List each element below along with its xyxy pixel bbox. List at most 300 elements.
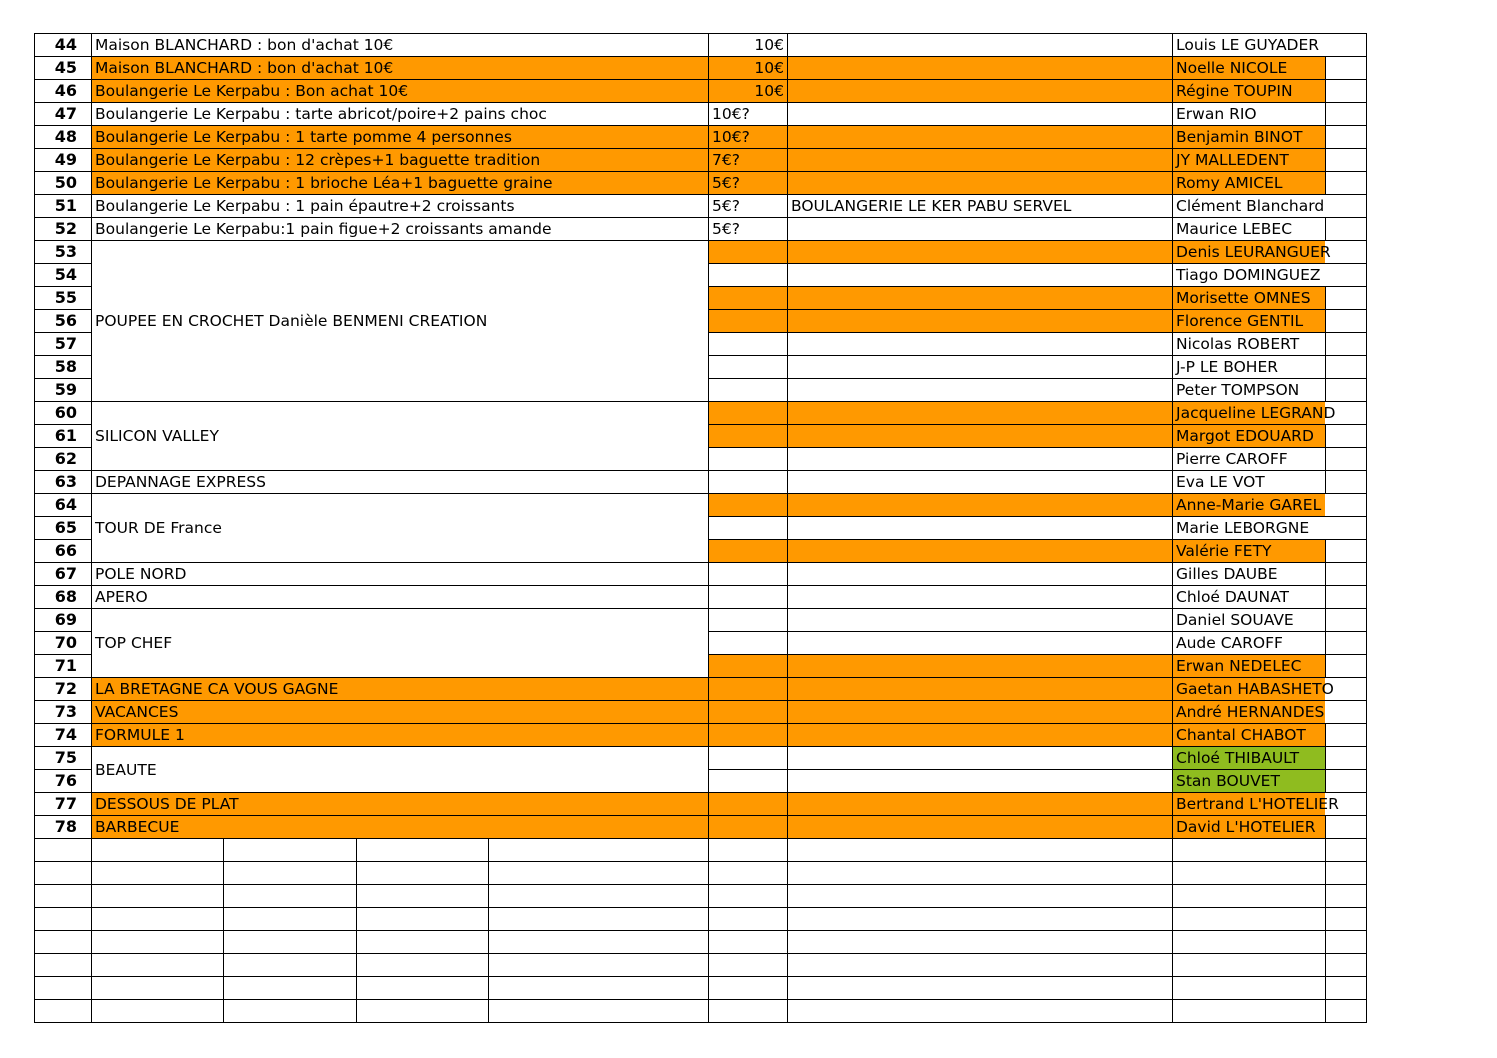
price-cell[interactable] — [708, 723, 788, 747]
cell-text: Eva LE VOT — [1176, 473, 1265, 491]
winner-name-cell[interactable] — [1172, 516, 1367, 540]
cell-text: DESSOUS DE PLAT — [95, 795, 239, 813]
merged-lot-cell[interactable] — [91, 240, 709, 402]
empty-cell[interactable] — [223, 930, 357, 954]
cell-text: 50 — [54, 173, 77, 192]
empty-cell[interactable] — [1325, 861, 1367, 885]
donor-cell[interactable] — [787, 194, 1173, 218]
cell-text: VACANCES — [95, 703, 179, 721]
price-cell[interactable] — [708, 700, 788, 724]
donor-cell[interactable] — [787, 401, 1173, 425]
empty-cell[interactable] — [34, 953, 92, 977]
empty-cell[interactable] — [488, 930, 709, 954]
donor-cell[interactable] — [787, 102, 1173, 126]
cell-text: 10€ — [754, 59, 784, 77]
price-cell[interactable] — [708, 263, 788, 287]
empty-cell[interactable] — [356, 999, 489, 1023]
extra-cell[interactable] — [1325, 171, 1367, 195]
lot-number-cell[interactable] — [34, 562, 92, 586]
lot-number-cell[interactable] — [34, 608, 92, 632]
empty-cell[interactable] — [356, 838, 489, 862]
extra-cell[interactable] — [1325, 631, 1367, 655]
extra-cell[interactable] — [1325, 654, 1367, 678]
lot-number-cell[interactable] — [34, 493, 92, 517]
empty-cell[interactable] — [1172, 930, 1326, 954]
cell-text: DEPANNAGE EXPRESS — [95, 473, 266, 491]
cell-text: Régine TOUPIN — [1176, 82, 1293, 100]
price-cell[interactable] — [708, 608, 788, 632]
empty-cell[interactable] — [34, 884, 92, 908]
lot-number-cell[interactable] — [34, 33, 92, 57]
lot-number-cell[interactable] — [34, 102, 92, 126]
cell-text: SILICON VALLEY — [95, 427, 219, 445]
empty-cell[interactable] — [223, 976, 357, 1000]
cell-text: Chantal CHABOT — [1176, 726, 1306, 744]
empty-cell[interactable] — [356, 976, 489, 1000]
winner-name-cell[interactable] — [1172, 700, 1367, 724]
cell-text: Boulangerie Le Kerpabu : tarte abricot/poire+2 pains choc — [95, 105, 547, 123]
winner-name-cell[interactable] — [1172, 769, 1326, 793]
price-cell[interactable] — [708, 746, 788, 770]
empty-cell[interactable] — [787, 907, 1173, 931]
price-cell[interactable] — [708, 470, 788, 494]
lot-number-cell[interactable] — [34, 194, 92, 218]
empty-cell[interactable] — [1172, 907, 1326, 931]
price-cell[interactable] — [708, 309, 788, 333]
empty-cell[interactable] — [34, 838, 92, 862]
cell-text: 74 — [54, 725, 77, 744]
cell-text: 45 — [54, 58, 77, 77]
extra-cell[interactable] — [1325, 125, 1367, 149]
donor-cell[interactable] — [787, 585, 1173, 609]
lot-number-cell[interactable] — [34, 470, 92, 494]
lot-description-cell[interactable] — [91, 815, 709, 839]
empty-cell[interactable] — [34, 930, 92, 954]
extra-cell[interactable] — [1325, 102, 1367, 126]
extra-cell[interactable] — [1325, 286, 1367, 310]
winner-name-cell[interactable] — [1172, 723, 1326, 747]
price-cell[interactable] — [708, 401, 788, 425]
winner-name-cell[interactable] — [1172, 746, 1326, 770]
lot-description-cell[interactable] — [91, 33, 709, 57]
empty-cell[interactable] — [1325, 999, 1367, 1023]
cell-text: BOULANGERIE LE KER PABU SERVEL — [791, 197, 1072, 215]
lot-description-cell[interactable] — [91, 217, 709, 241]
extra-cell[interactable] — [1325, 769, 1367, 793]
merged-lot-cell[interactable] — [91, 746, 709, 793]
price-cell[interactable] — [708, 769, 788, 793]
empty-cell[interactable] — [356, 930, 489, 954]
lot-number-cell[interactable] — [34, 424, 92, 448]
cell-text: Gilles DAUBE — [1176, 565, 1278, 583]
cell-text: 54 — [54, 265, 77, 284]
empty-cell[interactable] — [1325, 907, 1367, 931]
extra-cell[interactable] — [1325, 355, 1367, 379]
lot-number-cell[interactable] — [34, 723, 92, 747]
winner-name-cell[interactable] — [1172, 240, 1367, 264]
cell-text: Peter TOMPSON — [1176, 381, 1300, 399]
donor-cell[interactable] — [787, 217, 1173, 241]
price-cell[interactable] — [708, 355, 788, 379]
donor-cell[interactable] — [787, 148, 1173, 172]
donor-cell[interactable] — [787, 470, 1173, 494]
winner-name-cell[interactable] — [1172, 171, 1326, 195]
price-cell[interactable] — [708, 378, 788, 402]
price-cell[interactable] — [708, 631, 788, 655]
cell-text: Boulangerie Le Kerpabu : 1 tarte pomme 4 personnes — [95, 128, 512, 146]
winner-name-cell[interactable] — [1172, 33, 1367, 57]
extra-cell[interactable] — [1325, 585, 1367, 609]
empty-cell[interactable] — [708, 999, 788, 1023]
empty-cell[interactable] — [787, 838, 1173, 862]
empty-cell[interactable] — [787, 976, 1173, 1000]
empty-cell[interactable] — [488, 838, 709, 862]
winner-name-cell[interactable] — [1172, 792, 1367, 816]
empty-cell[interactable] — [488, 907, 709, 931]
cell-text: André HERNANDES — [1176, 703, 1325, 721]
cell-text: Benjamin BINOT — [1176, 128, 1303, 146]
empty-cell[interactable] — [1172, 861, 1326, 885]
lot-number-cell[interactable] — [34, 263, 92, 287]
empty-cell[interactable] — [91, 953, 224, 977]
lot-number-cell[interactable] — [34, 677, 92, 701]
cell-text: 62 — [54, 449, 77, 468]
empty-cell[interactable] — [34, 907, 92, 931]
extra-cell[interactable] — [1325, 723, 1367, 747]
empty-cell[interactable] — [1325, 976, 1367, 1000]
cell-text: 49 — [54, 150, 77, 169]
lot-number-cell[interactable] — [34, 746, 92, 770]
empty-cell[interactable] — [223, 907, 357, 931]
winner-name-cell[interactable] — [1172, 493, 1367, 517]
price-cell[interactable] — [708, 332, 788, 356]
lot-description-cell[interactable] — [91, 125, 709, 149]
merged-lot-cell[interactable] — [91, 401, 709, 471]
price-cell[interactable] — [708, 815, 788, 839]
winner-name-cell[interactable] — [1172, 148, 1326, 172]
winner-name-cell[interactable] — [1172, 608, 1326, 632]
empty-cell[interactable] — [91, 999, 224, 1023]
cell-text: Aude CAROFF — [1176, 634, 1283, 652]
donor-cell[interactable] — [787, 700, 1173, 724]
lot-number-cell[interactable] — [34, 240, 92, 264]
lot-description-cell[interactable] — [91, 79, 709, 103]
donor-cell[interactable] — [787, 539, 1173, 563]
donor-cell[interactable] — [787, 516, 1173, 540]
cell-text: JY MALLEDENT — [1176, 151, 1289, 169]
empty-cell[interactable] — [488, 953, 709, 977]
empty-cell[interactable] — [488, 999, 709, 1023]
price-cell[interactable] — [708, 447, 788, 471]
price-cell[interactable] — [708, 585, 788, 609]
cell-text: BEAUTE — [95, 760, 157, 779]
lot-number-cell[interactable] — [34, 585, 92, 609]
cell-text: Morisette OMNES — [1176, 289, 1311, 307]
price-cell[interactable] — [708, 240, 788, 264]
donor-cell[interactable] — [787, 263, 1173, 287]
winner-name-cell[interactable] — [1172, 79, 1326, 103]
price-cell[interactable] — [708, 194, 788, 218]
donor-cell[interactable] — [787, 286, 1173, 310]
winner-name-cell[interactable] — [1172, 470, 1326, 494]
empty-cell[interactable] — [356, 861, 489, 885]
cell-text: POLE NORD — [95, 565, 187, 583]
lot-number-cell[interactable] — [34, 516, 92, 540]
winner-name-cell[interactable] — [1172, 355, 1326, 379]
price-cell[interactable] — [708, 493, 788, 517]
empty-cell[interactable] — [1172, 838, 1326, 862]
cell-text: 5€? — [712, 197, 740, 215]
lot-number-cell[interactable] — [34, 355, 92, 379]
cell-text: 53 — [54, 242, 77, 261]
lot-number-cell[interactable] — [34, 148, 92, 172]
empty-cell[interactable] — [91, 861, 224, 885]
donor-cell[interactable] — [787, 355, 1173, 379]
donor-cell[interactable] — [787, 608, 1173, 632]
empty-cell[interactable] — [91, 930, 224, 954]
cell-text: 66 — [54, 541, 77, 560]
empty-cell[interactable] — [787, 884, 1173, 908]
price-cell[interactable] — [708, 516, 788, 540]
empty-cell[interactable] — [488, 976, 709, 1000]
cell-text: 10€ — [754, 82, 784, 100]
price-cell[interactable] — [708, 286, 788, 310]
empty-cell[interactable] — [34, 861, 92, 885]
lot-description-cell[interactable] — [91, 194, 709, 218]
empty-cell[interactable] — [787, 953, 1173, 977]
donor-cell[interactable] — [787, 125, 1173, 149]
empty-cell[interactable] — [1172, 953, 1326, 977]
cell-text: 65 — [54, 518, 77, 537]
lot-description-cell[interactable] — [91, 56, 709, 80]
empty-cell[interactable] — [356, 907, 489, 931]
winner-name-cell[interactable] — [1172, 631, 1326, 655]
extra-cell[interactable] — [1325, 148, 1367, 172]
cell-text: 10€? — [712, 105, 750, 123]
donor-cell[interactable] — [787, 723, 1173, 747]
empty-cell[interactable] — [91, 907, 224, 931]
empty-cell[interactable] — [787, 861, 1173, 885]
lot-number-cell[interactable] — [34, 815, 92, 839]
extra-cell[interactable] — [1325, 562, 1367, 586]
empty-cell[interactable] — [1172, 884, 1326, 908]
lot-description-cell[interactable] — [91, 148, 709, 172]
price-cell[interactable] — [708, 33, 788, 57]
price-cell[interactable] — [708, 102, 788, 126]
empty-cell[interactable] — [1325, 930, 1367, 954]
winner-name-cell[interactable] — [1172, 401, 1367, 425]
lot-description-cell[interactable] — [91, 171, 709, 195]
merged-lot-cell[interactable] — [91, 608, 709, 678]
winner-name-cell[interactable] — [1172, 677, 1367, 701]
lot-description-cell[interactable] — [91, 792, 709, 816]
donor-cell[interactable] — [787, 332, 1173, 356]
donor-cell[interactable] — [787, 792, 1173, 816]
price-cell[interactable] — [708, 125, 788, 149]
lot-description-cell[interactable] — [91, 723, 709, 747]
price-cell[interactable] — [708, 171, 788, 195]
lot-number-cell[interactable] — [34, 286, 92, 310]
price-cell[interactable] — [708, 148, 788, 172]
extra-cell[interactable] — [1325, 746, 1367, 770]
empty-cell[interactable] — [1325, 838, 1367, 862]
cell-text: 51 — [54, 196, 77, 215]
winner-name-cell[interactable] — [1172, 286, 1326, 310]
cell-text: Boulangerie Le Kerpabu:1 pain figue+2 croissants amande — [95, 220, 552, 238]
lot-number-cell[interactable] — [34, 217, 92, 241]
lot-number-cell[interactable] — [34, 378, 92, 402]
lot-number-cell[interactable] — [34, 79, 92, 103]
price-cell[interactable] — [708, 792, 788, 816]
price-cell[interactable] — [708, 79, 788, 103]
lot-description-cell[interactable] — [91, 700, 709, 724]
empty-cell[interactable] — [787, 999, 1173, 1023]
cell-text: 78 — [54, 817, 77, 836]
empty-cell[interactable] — [1172, 976, 1326, 1000]
empty-cell[interactable] — [223, 884, 357, 908]
extra-cell[interactable] — [1325, 217, 1367, 241]
empty-cell[interactable] — [91, 838, 224, 862]
lot-number-cell[interactable] — [34, 631, 92, 655]
empty-cell[interactable] — [223, 838, 357, 862]
empty-cell[interactable] — [708, 930, 788, 954]
extra-cell[interactable] — [1325, 424, 1367, 448]
lot-description-cell[interactable] — [91, 470, 709, 494]
price-cell[interactable] — [708, 217, 788, 241]
lot-number-cell[interactable] — [34, 769, 92, 793]
cell-text: Boulangerie Le Kerpabu : 1 pain épautre+2 croissants — [95, 197, 515, 215]
extra-cell[interactable] — [1325, 332, 1367, 356]
price-cell[interactable] — [708, 562, 788, 586]
winner-name-cell[interactable] — [1172, 815, 1326, 839]
winner-name-cell[interactable] — [1172, 332, 1326, 356]
empty-cell[interactable] — [1325, 953, 1367, 977]
lot-number-cell[interactable] — [34, 654, 92, 678]
empty-cell[interactable] — [708, 976, 788, 1000]
winner-name-cell[interactable] — [1172, 447, 1326, 471]
price-cell[interactable] — [708, 56, 788, 80]
empty-cell[interactable] — [223, 999, 357, 1023]
donor-cell[interactable] — [787, 677, 1173, 701]
donor-cell[interactable] — [787, 240, 1173, 264]
lot-number-cell[interactable] — [34, 792, 92, 816]
cell-text: Margot EDOUARD — [1176, 427, 1314, 445]
extra-cell[interactable] — [1325, 79, 1367, 103]
empty-cell[interactable] — [488, 861, 709, 885]
lot-number-cell[interactable] — [34, 125, 92, 149]
extra-cell[interactable] — [1325, 539, 1367, 563]
merged-lot-cell[interactable] — [91, 493, 709, 563]
donor-cell[interactable] — [787, 746, 1173, 770]
winner-name-cell[interactable] — [1172, 562, 1326, 586]
empty-cell[interactable] — [223, 953, 357, 977]
lot-description-cell[interactable] — [91, 102, 709, 126]
donor-cell[interactable] — [787, 654, 1173, 678]
empty-cell[interactable] — [708, 884, 788, 908]
extra-cell[interactable] — [1325, 56, 1367, 80]
donor-cell[interactable] — [787, 79, 1173, 103]
winner-name-cell[interactable] — [1172, 217, 1326, 241]
donor-cell[interactable] — [787, 378, 1173, 402]
extra-cell[interactable] — [1325, 447, 1367, 471]
donor-cell[interactable] — [787, 493, 1173, 517]
winner-name-cell[interactable] — [1172, 102, 1326, 126]
extra-cell[interactable] — [1325, 378, 1367, 402]
winner-name-cell[interactable] — [1172, 56, 1326, 80]
winner-name-cell[interactable] — [1172, 539, 1326, 563]
cell-text: 55 — [54, 288, 77, 307]
empty-cell[interactable] — [356, 953, 489, 977]
winner-name-cell[interactable] — [1172, 585, 1326, 609]
empty-cell[interactable] — [708, 953, 788, 977]
donor-cell[interactable] — [787, 56, 1173, 80]
empty-cell[interactable] — [34, 999, 92, 1023]
lot-number-cell[interactable] — [34, 539, 92, 563]
price-cell[interactable] — [708, 654, 788, 678]
empty-cell[interactable] — [488, 884, 709, 908]
lot-number-cell[interactable] — [34, 700, 92, 724]
donor-cell[interactable] — [787, 815, 1173, 839]
winner-name-cell[interactable] — [1172, 194, 1367, 218]
extra-cell[interactable] — [1325, 309, 1367, 333]
lot-number-cell[interactable] — [34, 309, 92, 333]
lot-description-cell[interactable] — [91, 585, 709, 609]
cell-text: Nicolas ROBERT — [1176, 335, 1300, 353]
price-cell[interactable] — [708, 424, 788, 448]
lot-number-cell[interactable] — [34, 401, 92, 425]
empty-cell[interactable] — [787, 930, 1173, 954]
empty-cell[interactable] — [708, 838, 788, 862]
lot-number-cell[interactable] — [34, 56, 92, 80]
empty-cell[interactable] — [91, 976, 224, 1000]
empty-cell[interactable] — [91, 884, 224, 908]
extra-cell[interactable] — [1325, 608, 1367, 632]
winner-name-cell[interactable] — [1172, 309, 1326, 333]
winner-name-cell[interactable] — [1172, 424, 1326, 448]
price-cell[interactable] — [708, 539, 788, 563]
donor-cell[interactable] — [787, 171, 1173, 195]
lot-description-cell[interactable] — [91, 562, 709, 586]
donor-cell[interactable] — [787, 631, 1173, 655]
lot-number-cell[interactable] — [34, 332, 92, 356]
empty-cell[interactable] — [223, 861, 357, 885]
winner-name-cell[interactable] — [1172, 263, 1367, 287]
cell-text: Clément Blanchard — [1176, 197, 1325, 215]
lot-number-cell[interactable] — [34, 171, 92, 195]
lot-number-cell[interactable] — [34, 447, 92, 471]
price-cell[interactable] — [708, 677, 788, 701]
winner-name-cell[interactable] — [1172, 378, 1326, 402]
winner-name-cell[interactable] — [1172, 125, 1326, 149]
donor-cell[interactable] — [787, 769, 1173, 793]
extra-cell[interactable] — [1325, 815, 1367, 839]
empty-cell[interactable] — [708, 861, 788, 885]
empty-cell[interactable] — [356, 884, 489, 908]
empty-cell[interactable] — [1325, 884, 1367, 908]
extra-cell[interactable] — [1325, 470, 1367, 494]
donor-cell[interactable] — [787, 424, 1173, 448]
empty-cell[interactable] — [708, 907, 788, 931]
empty-cell[interactable] — [34, 976, 92, 1000]
empty-cell[interactable] — [1172, 999, 1326, 1023]
cell-text: Louis LE GUYADER — [1176, 36, 1320, 54]
donor-cell[interactable] — [787, 33, 1173, 57]
donor-cell[interactable] — [787, 447, 1173, 471]
winner-name-cell[interactable] — [1172, 654, 1326, 678]
lot-description-cell[interactable] — [91, 677, 709, 701]
donor-cell[interactable] — [787, 309, 1173, 333]
donor-cell[interactable] — [787, 562, 1173, 586]
